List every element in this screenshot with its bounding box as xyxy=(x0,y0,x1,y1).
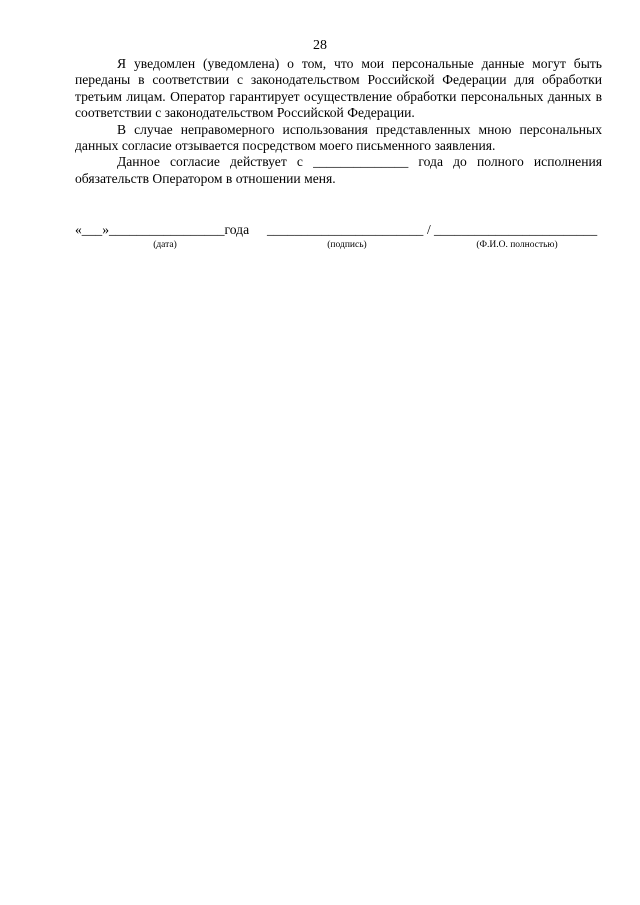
page-number: 28 xyxy=(313,38,327,53)
signature-caption: (подпись) xyxy=(327,240,367,250)
paragraph-notification: Я уведомлен (уведомлена) о том, что мои персональные данные могут быть переданы в соответствии с законодательством Российской Федерации для обработки третьим лицам. Оператор гарантирует осуществление обработки персональных данных в соответствии с законодательством Российской Федерации. xyxy=(75,56,602,121)
signature-line xyxy=(75,222,602,238)
signature-field[interactable]: _______________________ xyxy=(267,222,424,237)
date-caption: (дата) xyxy=(153,240,177,250)
full-name-caption: (Ф.И.О. полностью) xyxy=(476,240,558,250)
document-body xyxy=(75,56,602,187)
paragraph-validity: Данное согласие действует с ______________ года до полного исполнения обязательств Оператором в отношении меня. xyxy=(75,154,602,186)
paragraph-revocation: В случае неправомерного использования представленных мною персональных данных согласие отзывается посредством моего письменного заявления. xyxy=(75,121,602,154)
full-name-field[interactable]: ________________________ xyxy=(434,222,598,237)
date-field[interactable]: «___»_________________года xyxy=(75,222,250,237)
signature-block xyxy=(75,222,602,254)
field-captions xyxy=(75,240,602,252)
field-separator: / xyxy=(427,222,431,237)
